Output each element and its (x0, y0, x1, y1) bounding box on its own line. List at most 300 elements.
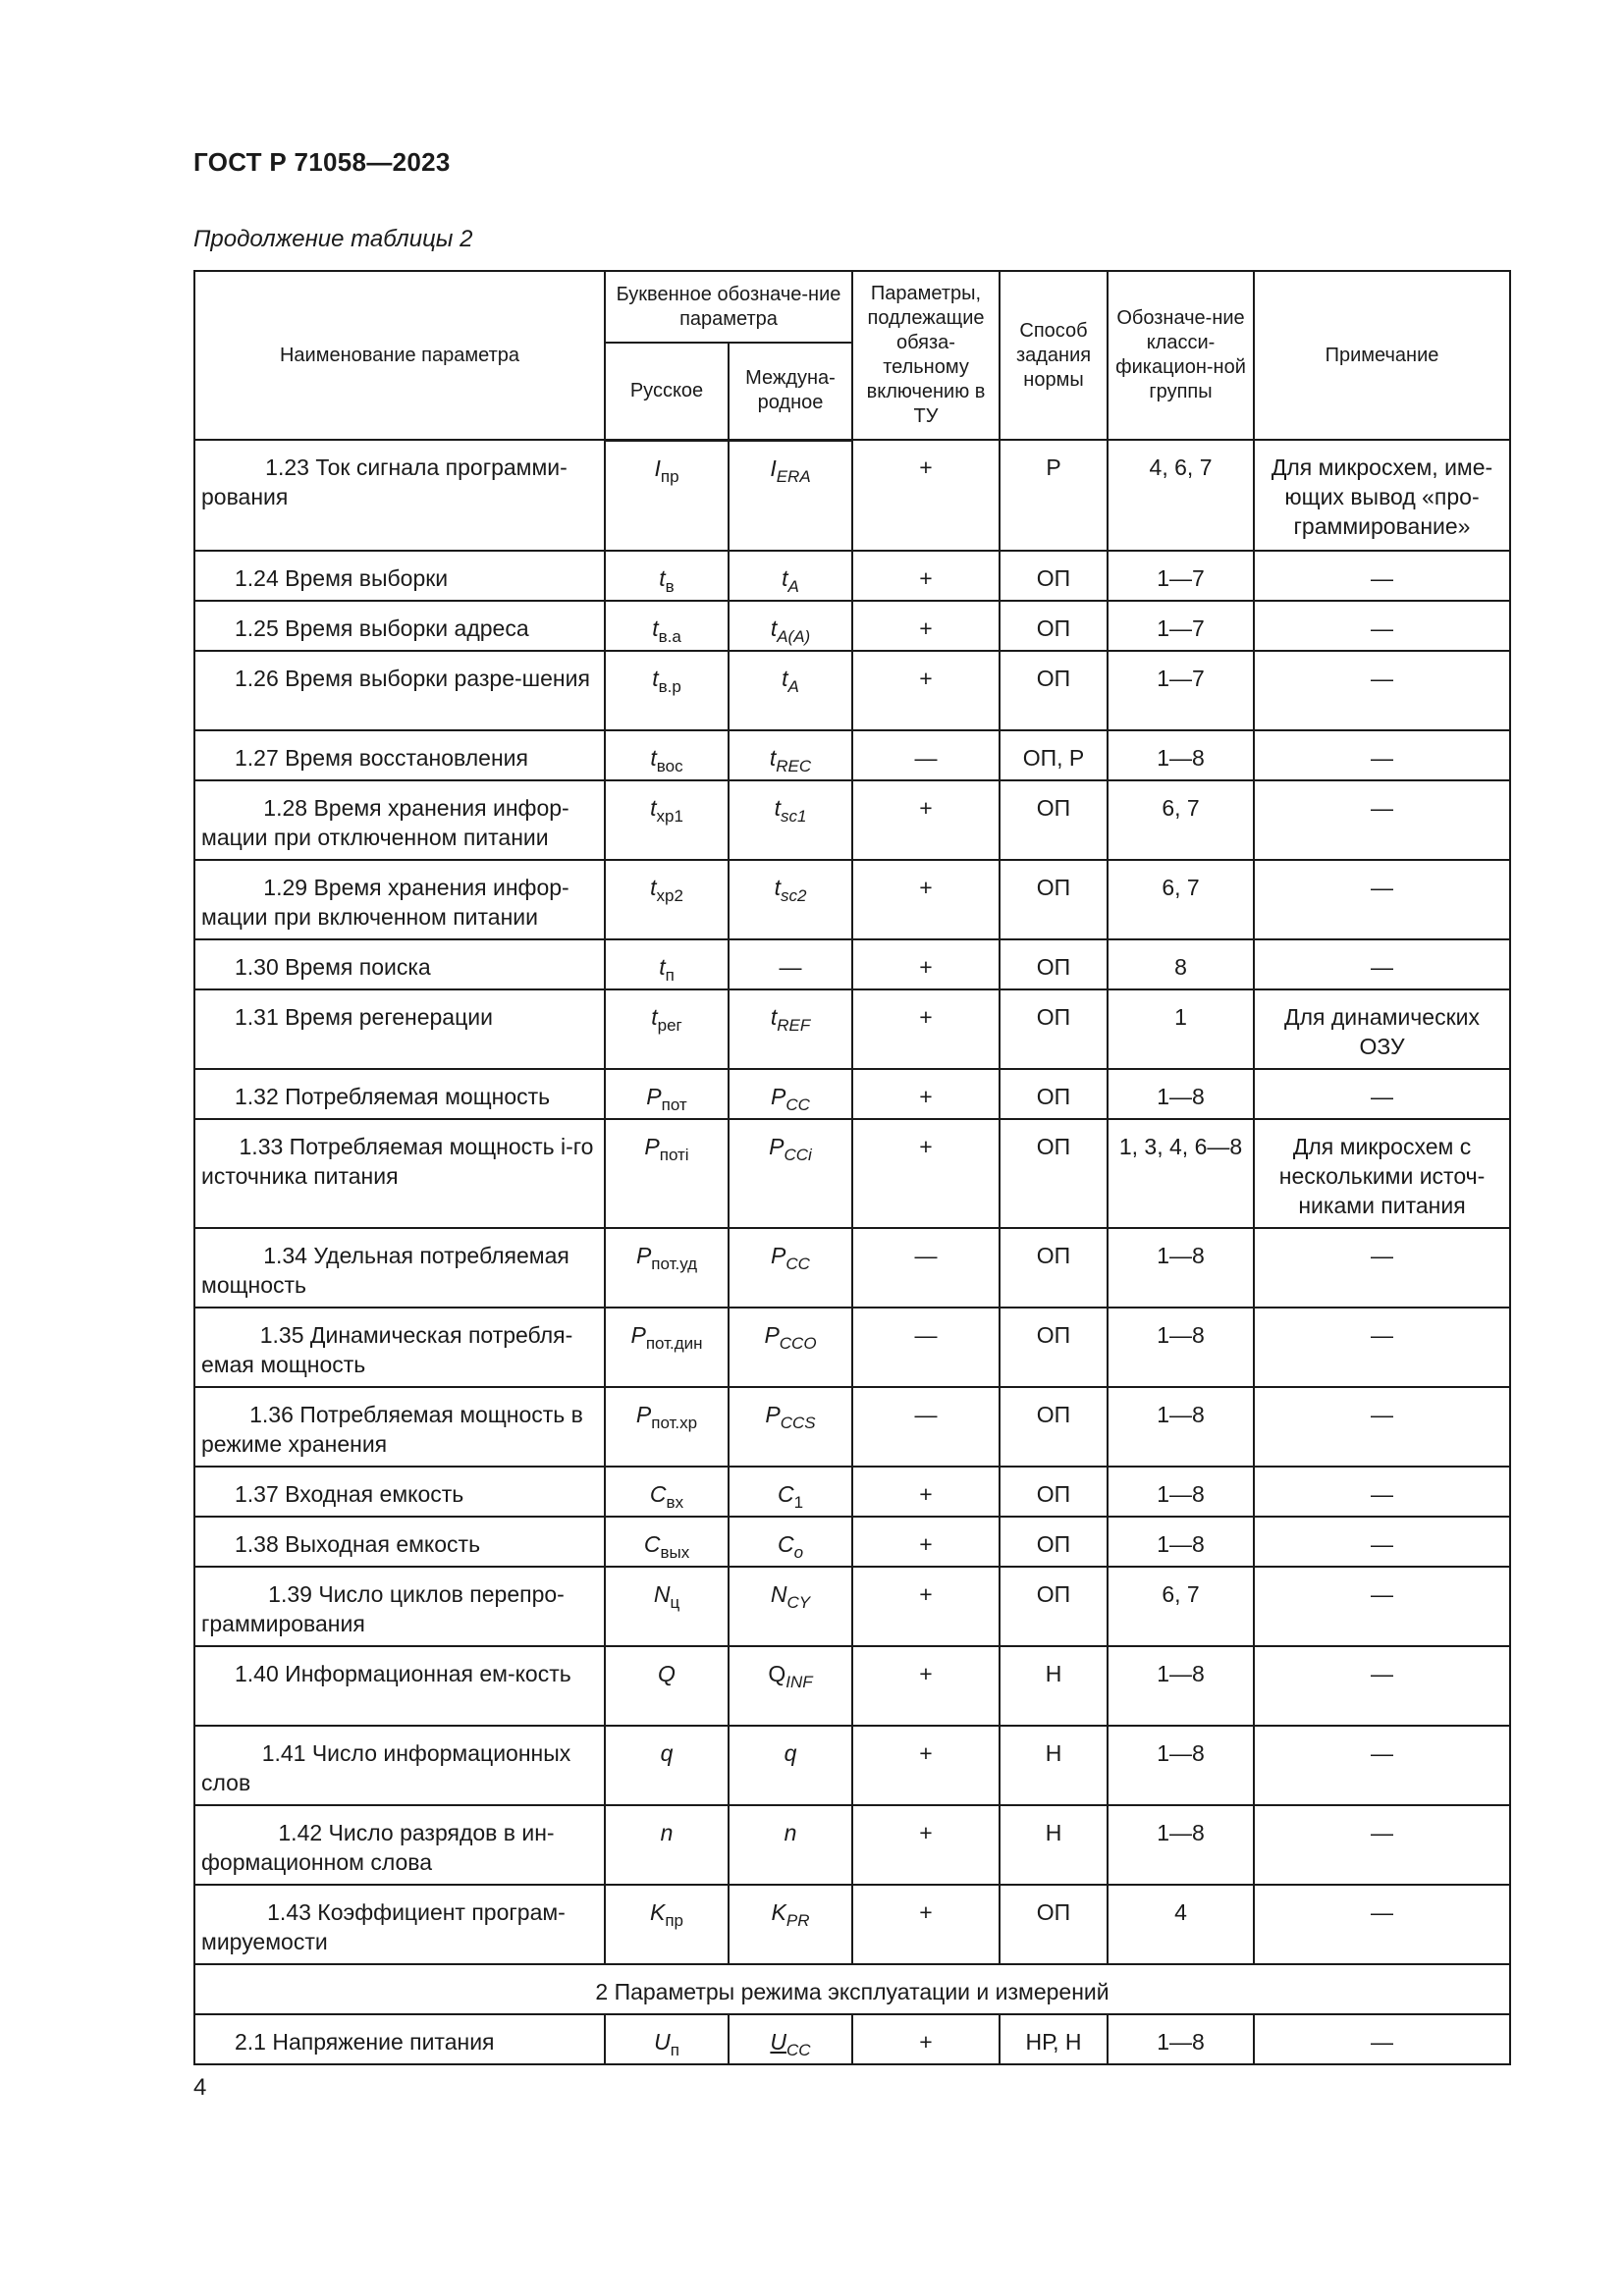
russian-designation (605, 1228, 729, 1308)
table-row (194, 1119, 1510, 1228)
norm-method: ОП (1000, 1069, 1108, 1119)
col-header-international: Междуна-родное (729, 343, 852, 440)
russian-designation (605, 989, 729, 1069)
parameter-name-cell (194, 939, 605, 989)
russian-designation-symbol (661, 1820, 674, 1845)
symbol-main: P (764, 1322, 780, 1348)
russian-designation-symbol (649, 1481, 684, 1512)
parameter-number: 1.30 (235, 954, 279, 980)
symbol-main: P (765, 1402, 781, 1427)
parameter-number: 1.32 (235, 1084, 279, 1109)
parameter-number: 1.25 (235, 615, 279, 641)
parameter-name-cell (194, 1467, 605, 1517)
parameter-name-cell (194, 1885, 605, 1964)
parameter-name: Время выборки (285, 565, 449, 591)
symbol-main: U (654, 2029, 671, 2055)
tu-inclusion: — (852, 1387, 1000, 1467)
note: — (1254, 860, 1510, 939)
parameter-number: 2.1 (235, 2029, 266, 2055)
russian-designation (605, 1805, 729, 1885)
symbol-subscript: CY (786, 1593, 811, 1612)
russian-designation-symbol (630, 1322, 703, 1353)
parameter-name: Время поиска (285, 954, 431, 980)
parameter-number: 1.34 (263, 1243, 307, 1268)
russian-designation (605, 939, 729, 989)
international-designation-symbol (768, 1661, 813, 1691)
russian-designation (605, 1069, 729, 1119)
international-designation (729, 2014, 852, 2064)
russian-designation-symbol (652, 615, 681, 646)
symbol-main: t (651, 1004, 658, 1030)
parameter-name-cell (194, 440, 605, 551)
symbol-main: C (777, 1481, 794, 1507)
russian-designation (605, 651, 729, 730)
note: — (1254, 1885, 1510, 1964)
class-group: 1, 3, 4, 6—8 (1108, 1119, 1254, 1228)
tu-inclusion: + (852, 939, 1000, 989)
international-designation (729, 1308, 852, 1387)
symbol-subscript: A(A) (777, 627, 811, 646)
symbol-main: K (771, 1899, 786, 1925)
tu-inclusion: — (852, 1228, 1000, 1308)
parameter-name: Коэффициент програм-мируемости (201, 1899, 566, 1954)
document-header: ГОСТ Р 71058—2023 (193, 147, 451, 177)
russian-designation-symbol (635, 1243, 698, 1273)
table-row (194, 730, 1510, 780)
russian-designation-symbol (650, 795, 683, 826)
class-group: 1—8 (1108, 730, 1254, 780)
symbol-main: t (652, 666, 659, 691)
parameter-number: 1.40 (235, 1661, 279, 1686)
international-designation (729, 860, 852, 939)
table-row (194, 860, 1510, 939)
parameter-number: 1.29 (263, 875, 308, 900)
international-designation-symbol (764, 1322, 817, 1353)
international-designation-symbol (774, 795, 807, 826)
class-group: 1—8 (1108, 2014, 1254, 2064)
norm-method: ОП (1000, 939, 1108, 989)
symbol-main: t (659, 954, 666, 980)
symbol-main: C (777, 1531, 794, 1557)
note: Для динамических ОЗУ (1254, 989, 1510, 1069)
symbol-main: t (770, 1004, 778, 1030)
note: — (1254, 939, 1510, 989)
note: — (1254, 780, 1510, 860)
parameter-name-cell (194, 780, 605, 860)
parameter-name-cell (194, 1805, 605, 1885)
tu-inclusion: + (852, 1805, 1000, 1885)
table-row (194, 601, 1510, 651)
symbol-main: t (650, 795, 657, 821)
symbol-main: P (769, 1134, 785, 1159)
parameter-name: Время хранения инфор-мации при включенном питании (201, 875, 569, 930)
symbol-subscript: A (787, 577, 799, 596)
table-row (194, 1228, 1510, 1308)
norm-method: ОП (1000, 1308, 1108, 1387)
note: — (1254, 2014, 1510, 2064)
russian-designation-symbol (658, 1661, 676, 1686)
page-number: 4 (193, 2074, 207, 2101)
tu-inclusion: + (852, 1885, 1000, 1964)
symbol-subscript: пот (661, 1095, 687, 1114)
symbol-main: P (644, 1134, 660, 1159)
note: — (1254, 1387, 1510, 1467)
parameter-name: Время регенерации (285, 1004, 493, 1030)
symbol-subscript: CCi (784, 1146, 812, 1164)
symbol-main: t (774, 795, 781, 821)
col-header-tu: Параметры, подлежащие обяза-тельному включению в ТУ (852, 271, 1000, 440)
symbol-subscript: CC (786, 2041, 811, 2059)
international-designation (729, 1567, 852, 1646)
class-group: 1—7 (1108, 601, 1254, 651)
symbol-main: — (779, 954, 802, 980)
russian-designation-symbol (650, 745, 683, 775)
tu-inclusion: + (852, 1119, 1000, 1228)
parameter-name-cell (194, 1517, 605, 1567)
symbol-main: P (630, 1322, 646, 1348)
international-designation-symbol (785, 1820, 797, 1845)
symbol-subscript: вых (660, 1543, 690, 1562)
parameter-name: Время выборки разре-шения (285, 666, 590, 691)
tu-inclusion: + (852, 1517, 1000, 1567)
class-group: 1—7 (1108, 551, 1254, 601)
symbol-subscript: п (670, 2041, 679, 2059)
international-designation-symbol (771, 1084, 810, 1114)
parameter-name: Число разрядов в ин-формационном слова (201, 1820, 555, 1875)
col-header-method: Способ задания нормы (1000, 271, 1108, 440)
parameter-number: 1.26 (235, 666, 279, 691)
symbol-main: t (769, 745, 777, 771)
parameter-number: 1.27 (235, 745, 279, 771)
tu-inclusion: + (852, 780, 1000, 860)
international-designation-symbol (770, 615, 811, 646)
russian-designation-symbol (661, 1740, 674, 1766)
tu-inclusion: + (852, 1069, 1000, 1119)
symbol-subscript: INF (785, 1673, 813, 1691)
note: — (1254, 1567, 1510, 1646)
russian-designation (605, 1387, 729, 1467)
international-designation (729, 651, 852, 730)
symbol-main: n (784, 1820, 797, 1845)
international-designation (729, 1726, 852, 1805)
class-group: 1—8 (1108, 1228, 1254, 1308)
parameter-name-cell (194, 1387, 605, 1467)
symbol-main: P (771, 1084, 786, 1109)
table-row (194, 780, 1510, 860)
symbol-main: N (653, 1581, 671, 1607)
symbol-subscript: хр1 (656, 807, 683, 826)
norm-method: ОП (1000, 1119, 1108, 1228)
parameter-number: 1.24 (235, 565, 279, 591)
international-designation (729, 1885, 852, 1964)
symbol-main: n (660, 1820, 674, 1845)
parameter-number: 1.42 (278, 1820, 323, 1845)
symbol-subscript: 1 (793, 1493, 804, 1512)
parameter-name-cell (194, 989, 605, 1069)
class-group: 6, 7 (1108, 860, 1254, 939)
symbol-subscript: REF (777, 1016, 811, 1035)
russian-designation (605, 1467, 729, 1517)
symbol-subscript: CC (785, 1255, 810, 1273)
russian-designation-symbol (646, 1084, 687, 1114)
class-group: 4, 6, 7 (1108, 440, 1254, 551)
symbol-subscript: CCS (780, 1414, 816, 1432)
international-designation-symbol (769, 745, 812, 775)
note: — (1254, 1228, 1510, 1308)
international-designation (729, 730, 852, 780)
parameter-number: 1.33 (239, 1134, 284, 1159)
norm-method: НР, Н (1000, 2014, 1108, 2064)
tu-inclusion: + (852, 1467, 1000, 1517)
symbol-main: Q (658, 1661, 676, 1686)
russian-designation-symbol (644, 1134, 689, 1164)
international-designation (729, 551, 852, 601)
russian-designation (605, 1646, 729, 1726)
parameter-name: Число циклов перепро-граммирования (201, 1581, 565, 1636)
russian-designation (605, 860, 729, 939)
international-designation (729, 1467, 852, 1517)
note: — (1254, 1726, 1510, 1805)
international-designation (729, 939, 852, 989)
symbol-subscript: ERA (776, 466, 811, 486)
international-designation (729, 440, 852, 551)
parameter-name-cell (194, 860, 605, 939)
parameter-name: Потребляемая мощность i-го источника питания (201, 1134, 594, 1189)
symbol-subscript: в.а (658, 627, 681, 646)
class-group: 1—8 (1108, 1387, 1254, 1467)
col-header-class-group: Обозначе-ние класси-фикацион-ной группы (1108, 271, 1254, 440)
parameter-name-cell (194, 551, 605, 601)
note: — (1254, 1646, 1510, 1726)
symbol-subscript: потi (659, 1146, 689, 1164)
table-row (194, 1885, 1510, 1964)
russian-designation-symbol (651, 1004, 682, 1035)
russian-designation-symbol (654, 2029, 679, 2059)
table-row (194, 1805, 1510, 1885)
symbol-main: C (643, 1531, 661, 1557)
international-designation-symbol (777, 1481, 804, 1512)
tu-inclusion: + (852, 651, 1000, 730)
parameter-name: Входная емкость (285, 1481, 464, 1507)
international-designation-symbol (771, 1899, 810, 1930)
symbol-main: t (659, 565, 666, 591)
russian-designation-symbol (653, 1581, 680, 1612)
tu-inclusion: + (852, 551, 1000, 601)
international-designation (729, 601, 852, 651)
norm-method: Н (1000, 1805, 1108, 1885)
russian-designation (605, 601, 729, 651)
russian-designation-symbol (650, 875, 683, 905)
parameter-name: Выходная емкость (285, 1531, 481, 1557)
parameter-name: Время выборки адреса (285, 615, 529, 641)
symbol-subscript: вх (666, 1493, 684, 1512)
symbol-main: K (649, 1899, 666, 1925)
symbol-main: U (770, 2029, 787, 2055)
parameters-table (193, 270, 1511, 2065)
table-row (194, 1308, 1510, 1387)
norm-method: Н (1000, 1646, 1108, 1726)
class-group: 8 (1108, 939, 1254, 989)
symbol-main: t (782, 666, 788, 691)
note: — (1254, 1517, 1510, 1567)
symbol-subscript: CCO (779, 1334, 817, 1353)
symbol-subscript: п (665, 966, 675, 985)
tu-inclusion: + (852, 1726, 1000, 1805)
parameter-name: Время хранения инфор-мации при отключенном питании (201, 795, 569, 850)
norm-method: ОП (1000, 551, 1108, 601)
international-designation (729, 1805, 852, 1885)
class-group: 1 (1108, 989, 1254, 1069)
symbol-main: q (784, 1740, 797, 1766)
parameter-name-cell (194, 1567, 605, 1646)
class-group: 6, 7 (1108, 1567, 1254, 1646)
russian-designation (605, 730, 729, 780)
table-row (194, 1069, 1510, 1119)
international-designation-symbol (770, 1004, 811, 1035)
symbol-main: P (646, 1084, 662, 1109)
russian-designation (605, 1567, 729, 1646)
international-designation (729, 1387, 852, 1467)
parameter-name-cell (194, 1726, 605, 1805)
international-designation (729, 780, 852, 860)
parameter-number: 1.39 (268, 1581, 312, 1607)
tu-inclusion: + (852, 989, 1000, 1069)
norm-method: Н (1000, 1726, 1108, 1805)
russian-designation (605, 2014, 729, 2064)
parameter-name-cell (194, 1646, 605, 1726)
international-designation-symbol (785, 1740, 797, 1766)
tu-inclusion: + (852, 860, 1000, 939)
international-designation-symbol (769, 1134, 812, 1164)
table-row (194, 1726, 1510, 1805)
international-designation (729, 1228, 852, 1308)
parameter-name: Потребляемая мощность в режиме хранения (201, 1402, 583, 1457)
russian-designation-symbol (654, 454, 679, 486)
norm-method: ОП (1000, 780, 1108, 860)
table-row (194, 440, 1510, 551)
russian-designation (605, 1119, 729, 1228)
symbol-main: t (770, 615, 778, 641)
symbol-main: I (654, 454, 661, 481)
norm-method: ОП (1000, 1517, 1108, 1567)
parameter-name-cell (194, 1119, 605, 1228)
tu-inclusion: — (852, 730, 1000, 780)
norm-method: ОП (1000, 601, 1108, 651)
norm-method: Р (1000, 440, 1108, 551)
symbol-subscript: вос (656, 757, 683, 775)
parameter-name: Динамическая потребля-емая мощность (201, 1322, 573, 1377)
tu-inclusion: + (852, 601, 1000, 651)
note: — (1254, 730, 1510, 780)
parameter-name: Ток сигнала программи-рования (201, 454, 568, 509)
norm-method: ОП (1000, 1387, 1108, 1467)
class-group: 4 (1108, 1885, 1254, 1964)
norm-method: ОП (1000, 651, 1108, 730)
russian-designation (605, 551, 729, 601)
norm-method: ОП (1000, 1567, 1108, 1646)
symbol-subscript: ц (670, 1593, 680, 1612)
table-row (194, 1387, 1510, 1467)
russian-designation-symbol (643, 1531, 690, 1562)
table-row (194, 1567, 1510, 1646)
parameter-name: Время восстановления (285, 745, 528, 771)
parameter-name: Число информационных слов (201, 1740, 571, 1795)
international-designation-symbol (765, 1402, 816, 1432)
international-designation-symbol (782, 565, 799, 596)
table-row (194, 1646, 1510, 1726)
class-group: 1—8 (1108, 1805, 1254, 1885)
russian-designation-symbol (659, 565, 675, 596)
note: — (1254, 1805, 1510, 1885)
symbol-subscript: пот.хр (651, 1414, 698, 1432)
international-designation-symbol (777, 1531, 804, 1562)
table-row (194, 939, 1510, 989)
russian-designation (605, 440, 729, 551)
symbol-main: t (652, 615, 659, 641)
class-group: 1—8 (1108, 1517, 1254, 1567)
symbol-main: C (649, 1481, 667, 1507)
col-header-designation: Буквенное обозначе-ние параметра (605, 271, 852, 343)
russian-designation (605, 780, 729, 860)
class-group: 1—8 (1108, 1646, 1254, 1726)
symbol-subscript: A (787, 677, 799, 696)
note: — (1254, 1467, 1510, 1517)
norm-method: ОП (1000, 860, 1108, 939)
section-row (194, 1964, 1510, 2014)
symbol-main: I (770, 454, 777, 481)
international-designation (729, 1119, 852, 1228)
norm-method: ОП, Р (1000, 730, 1108, 780)
russian-designation-symbol (649, 1899, 683, 1930)
table-row (194, 1467, 1510, 1517)
norm-method: ОП (1000, 1228, 1108, 1308)
symbol-main: N (770, 1581, 787, 1607)
class-group: 1—7 (1108, 651, 1254, 730)
symbol-main: t (650, 745, 657, 771)
table-row (194, 2014, 1510, 2064)
note: — (1254, 1069, 1510, 1119)
symbol-subscript: в (665, 577, 675, 596)
russian-designation-symbol (659, 954, 675, 985)
symbol-main: Q (768, 1661, 786, 1686)
symbol-subscript: sc1 (780, 807, 807, 826)
parameter-name-cell (194, 651, 605, 730)
tu-inclusion: + (852, 2014, 1000, 2064)
norm-method: ОП (1000, 1885, 1108, 1964)
symbol-subscript: пр (665, 1911, 683, 1930)
international-designation-symbol (770, 454, 811, 486)
parameter-name: Напряжение питания (272, 2029, 495, 2055)
class-group: 1—8 (1108, 1467, 1254, 1517)
parameter-number: 1.41 (261, 1740, 306, 1766)
parameter-number: 1.37 (235, 1481, 279, 1507)
parameter-number: 1.38 (235, 1531, 279, 1557)
parameter-number: 1.36 (249, 1402, 294, 1427)
russian-designation-symbol (652, 666, 681, 696)
russian-designation-symbol (635, 1402, 698, 1432)
parameter-name-cell (194, 1069, 605, 1119)
international-designation-symbol (770, 1581, 811, 1612)
tu-inclusion: + (852, 1567, 1000, 1646)
symbol-subscript: пот.уд (651, 1255, 698, 1273)
symbol-subscript: рег (657, 1016, 682, 1035)
parameter-number: 1.23 (265, 454, 309, 480)
parameter-name-cell (194, 2014, 605, 2064)
international-designation-symbol (771, 1243, 810, 1273)
parameter-name-cell (194, 1228, 605, 1308)
international-designation-symbol (780, 954, 802, 980)
parameter-name-cell (194, 730, 605, 780)
